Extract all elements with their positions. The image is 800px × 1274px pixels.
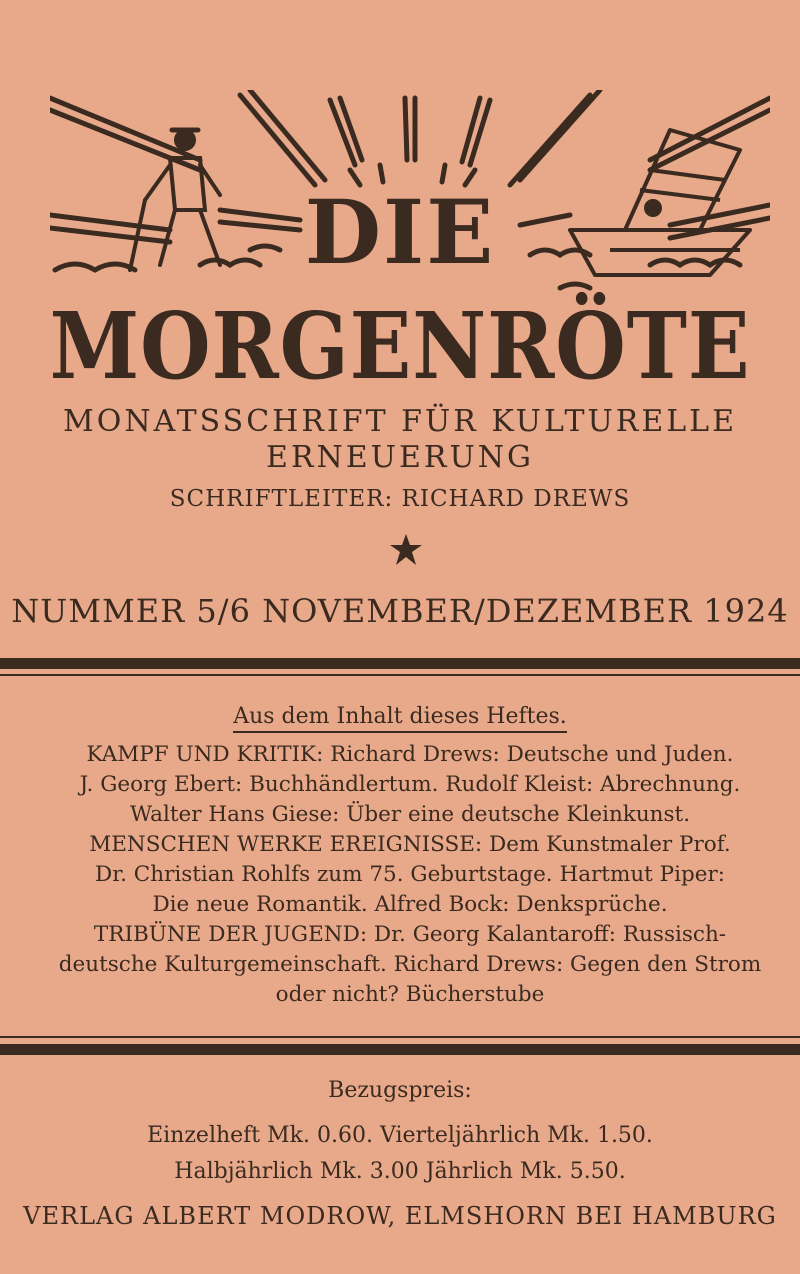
pricing-line-1: Einzelheft Mk. 0.60. Vierteljährlich Mk. 1.50. (147, 1123, 653, 1148)
subtitle-line-2: ERNEUERUNG (266, 440, 534, 475)
contents-line: Walter Hans Giese: Über eine deutsche Kleinkunst. (129, 802, 691, 827)
issue-line: NUMMER 5/6 NOVEMBER/DEZEMBER 1924 (11, 592, 789, 630)
editor-credit: SCHRIFTLEITER: RICHARD DREWS (169, 486, 631, 512)
magazine-title: MORGENRÖTE (49, 292, 751, 400)
contents-heading (0, 704, 800, 729)
divider-thin-bottom (0, 1036, 800, 1038)
magazine-subtitle (0, 404, 800, 476)
contents-line: J. Georg Ebert: Buchhändlertum. Rudolf Kleist: Abrechnung. (79, 772, 741, 797)
contents-line: deutsche Kulturgemeinschaft. Richard Drews: Gegen den Strom (58, 952, 762, 977)
divider-thick-top (0, 658, 800, 669)
masthead-article: DIE (304, 180, 496, 284)
subtitle-line-1: MONATSSCHRIFT FÜR KULTURELLE (63, 404, 737, 439)
pricing-line-2: Halbjährlich Mk. 3.00 Jährlich Mk. 5.50. (174, 1159, 626, 1184)
pricing-heading: Bezugspreis: (328, 1078, 472, 1103)
contents-line: oder nicht? Bücherstube (275, 982, 545, 1007)
divider-thick-bottom (0, 1044, 800, 1055)
contents-line: MENSCHEN WERKE EREIGNISSE: Dem Kunstmaler Prof. (89, 832, 731, 857)
contents-line: Die neue Romantik. Alfred Bock: Denksprüche. (152, 892, 668, 917)
contents-line: TRIBÜNE DER JUGEND: Dr. Georg Kalantaroff: Russisch- (93, 922, 727, 947)
contents-heading-text: Aus dem Inhalt dieses Heftes. (233, 704, 567, 733)
divider-thin-top (0, 674, 800, 676)
publisher-line: VERLAG ALBERT MODROW, ELMSHORN BEI HAMBURG (23, 1202, 777, 1230)
contents-list (50, 740, 770, 1010)
star-ornament-icon (388, 532, 424, 568)
pricing-details (0, 1118, 800, 1190)
contents-line: KAMPF UND KRITIK: Richard Drews: Deutsche und Juden. (86, 742, 734, 767)
contents-line: Dr. Christian Rohlfs zum 75. Geburtstage. Hartmut Piper: (94, 862, 726, 887)
